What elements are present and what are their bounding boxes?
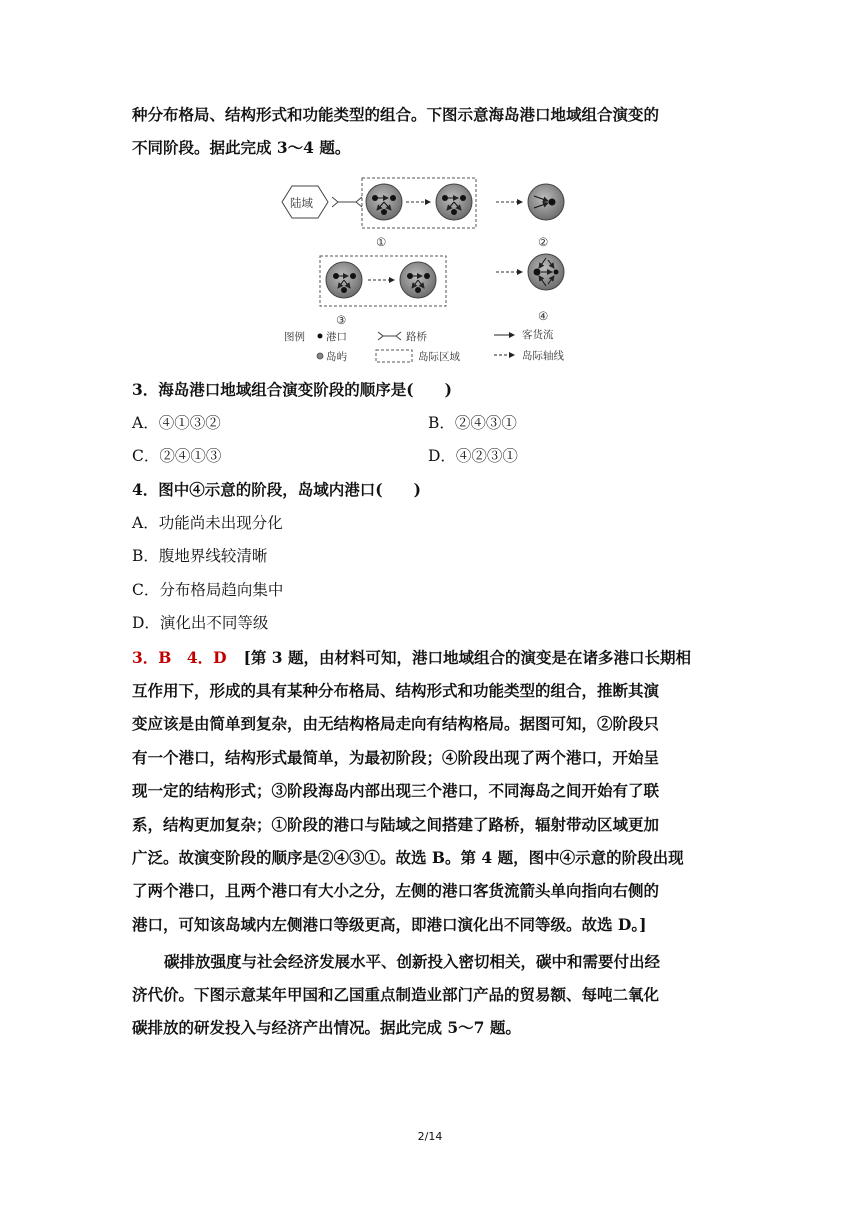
stage3-label: ③ [336, 313, 347, 327]
q3-option-a: A．④①③② [132, 414, 221, 432]
answer-text-6: 系，结构更加复杂；①阶段的港口与陆域之间搭建了路桥，辐射带动区域更加 [132, 815, 660, 834]
port-evolution-diagram [278, 172, 598, 368]
answer-text-9: 港口，可知该岛域内左侧港口等级更高，即港口演化出不同等级。故选 D。] [132, 915, 647, 934]
intro-line-2: 不同阶段。据此完成 3～4 题。 [132, 138, 351, 157]
next-intro-line-3: 碳排放的研发投入与经济产出情况。据此完成 5～7 题。 [132, 1018, 521, 1037]
answer-text-2: 互作用下，形成的具有某种分布格局、结构形式和功能类型的组合，推断其演 [132, 681, 660, 700]
stage1-island-left [366, 184, 402, 220]
stage2-island [528, 184, 564, 220]
q3-option-d: D．④②③① [428, 447, 518, 465]
answer-text-3: 变应该是由简单到复杂，由无结构格局走向有结构格局。据图可知，②阶段只 [132, 714, 660, 733]
q4-option-a: A．功能尚未出现分化 [132, 514, 283, 532]
answer-text-5: 现一定的结构形式；③阶段海岛内部出现三个港口，不同海岛之间开始有了联 [132, 781, 660, 800]
q3-option-b: B．②④③① [428, 414, 517, 432]
legend-island: 岛屿 [326, 351, 347, 363]
legend-bridge: 路桥 [406, 331, 427, 343]
stage1-label: ① [376, 235, 387, 249]
q4-option-d: D．演化出不同等级 [132, 614, 269, 632]
stage2-label: ② [538, 235, 549, 249]
land-label: 陆域 [290, 196, 313, 210]
answer-text-8: 了两个港口，且两个港口有大小之分，左侧的港口客货流箭头单向指向右侧的 [132, 881, 660, 900]
next-intro-line-1: 碳排放强度与社会经济发展水平、创新投入密切相关，碳中和需要付出经 [164, 952, 661, 971]
stage3-island-left [326, 262, 362, 298]
answer-key: 3．B 4．D [132, 648, 227, 667]
q3-stem: 3．海岛港口地域组合演变阶段的顺序是( ) [132, 380, 452, 399]
stage4-label: ④ [538, 309, 549, 323]
legend [284, 328, 564, 363]
intro-line-1: 种分布格局、结构形式和功能类型的组合。下图示意海岛港口地域组合演变的 [132, 105, 660, 124]
stage3-island-right [400, 262, 436, 298]
legend-axis: 岛际轴线 [522, 350, 564, 362]
answer-line-1 [132, 648, 691, 668]
page-number: 2/14 [417, 1130, 443, 1143]
legend-title: 图例 [284, 331, 305, 343]
bridge-symbol [332, 197, 362, 207]
q3-option-c: C．②④①③ [132, 447, 222, 465]
stage1-island-right [436, 184, 472, 220]
q4-option-b: B．腹地界线较清晰 [132, 547, 268, 565]
q4-stem: 4．图中④示意的阶段，岛域内港口( ) [132, 480, 421, 499]
stage4-island [528, 254, 564, 290]
legend-flow: 客货流 [522, 329, 554, 341]
answer-text-1: [第 3 题，由材料可知，港口地域组合的演变是在诸多港口长期相 [243, 648, 691, 667]
q4-option-c: C．分布格局趋向集中 [132, 581, 284, 599]
legend-port: 港口 [326, 331, 347, 343]
answer-text-7: 广泛。故演变阶段的顺序是②④③①。故选 B。第 4 题，图中④示意的阶段出现 [132, 848, 684, 867]
answer-text-4: 有一个港口，结构形式最简单，为最初阶段；④阶段出现了两个港口，开始呈 [132, 748, 660, 767]
legend-region: 岛际区域 [418, 351, 460, 363]
next-intro-line-2: 济代价。下图示意某年甲国和乙国重点制造业部门产品的贸易额、每吨二氧化 [132, 985, 660, 1004]
